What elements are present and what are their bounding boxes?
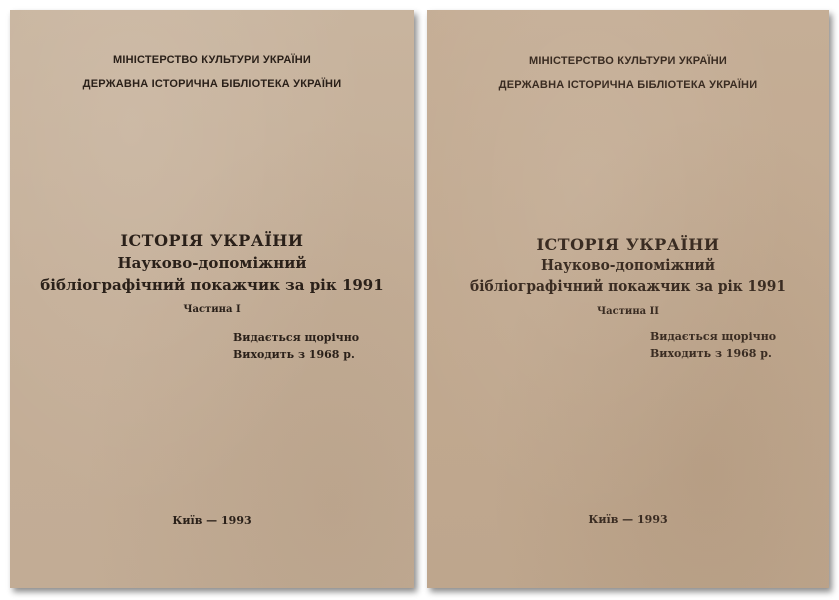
part-label: Частина I	[183, 304, 241, 315]
book-cover-part-2	[427, 10, 829, 588]
frequency-note: Видається щорічно	[233, 331, 360, 344]
book-title: ІСТОРІЯ УКРАЇНИ	[120, 231, 304, 250]
ministry-heading: МІНІСТЕРСТВО КУЛЬТУРИ УКРАЇНИ	[112, 54, 312, 66]
book-title: ІСТОРІЯ УКРАЇНИ	[536, 235, 720, 254]
book-subtitle-line-2: бібліографічний покажчик за рік 1991	[470, 277, 786, 295]
frequency-note: Видається щорічно	[650, 330, 777, 343]
since-note: Виходить з 1968 р.	[233, 348, 355, 361]
book-subtitle-line-2: бібліографічний покажчик за рік 1991	[40, 276, 384, 294]
publication-place-year: Київ — 1993	[172, 514, 252, 527]
since-note: Виходить з 1968 р.	[650, 347, 772, 360]
book-cover-part-1	[10, 10, 414, 588]
library-heading: ДЕРЖАВНА ІСТОРИЧНА БІБЛІОТЕКА УКРАЇНИ	[82, 78, 342, 90]
library-heading: ДЕРЖАВНА ІСТОРИЧНА БІБЛІОТЕКА УКРАЇНИ	[498, 79, 758, 91]
ministry-heading: МІНІСТЕРСТВО КУЛЬТУРИ УКРАЇНИ	[528, 55, 728, 67]
book-subtitle-line-1: Науково-допоміжний	[541, 256, 715, 274]
publication-place-year: Київ — 1993	[588, 513, 668, 526]
book-subtitle-line-1: Науково-допоміжний	[117, 254, 307, 272]
part-label: Частина II	[597, 306, 659, 317]
